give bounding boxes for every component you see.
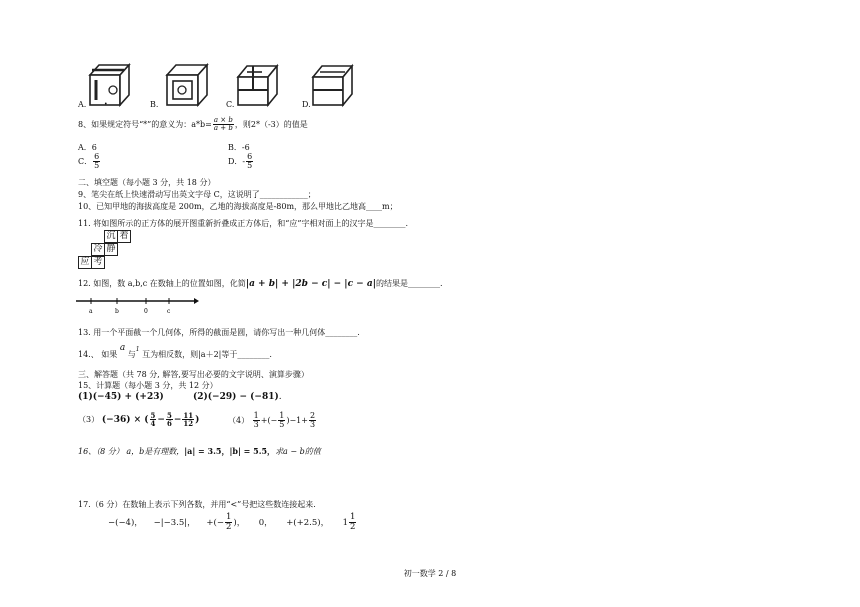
q14-a: a: [119, 343, 126, 353]
q15-part-4-mid-1: +(−: [260, 415, 278, 425]
frac-den: 2: [225, 521, 232, 532]
q8-option-c-frac: [93, 153, 100, 171]
frac-num: 2: [309, 411, 316, 420]
q7-option-c: C.: [226, 100, 235, 109]
q15-part-2: [193, 392, 282, 402]
frac-den: 3: [309, 420, 316, 430]
q8-option-d-den: 5: [247, 161, 253, 171]
frac-den: 4: [150, 419, 156, 429]
q17-number-4: 0，: [258, 517, 273, 528]
q15-part-3-frac-1: [150, 412, 157, 428]
q16: [78, 446, 321, 457]
q8-frac-num: a × b: [213, 116, 233, 124]
q8-tail: ，则2*（-3）的值是: [234, 119, 308, 129]
q9: 9、笔尖在纸上快速滑动写出英文字母 C，这说明了____________；: [78, 190, 316, 199]
q17-number-6-whole: 1: [342, 517, 349, 528]
frac-num: 5: [166, 411, 172, 420]
number-line: [70, 294, 200, 316]
q15-part-4: [228, 412, 317, 430]
q16-lead: 16、（8 分） a，b是有理数，: [78, 447, 185, 456]
frac-den: 5: [279, 420, 285, 430]
q15-part-3: [78, 412, 199, 428]
q15-part-1: (1)(−45) + (+23): [78, 392, 164, 402]
frac-den: 6: [166, 419, 172, 429]
q8-option-d: [228, 153, 254, 171]
q15-part-4-frac-3: [309, 412, 316, 430]
q8-option-c-den: 5: [94, 161, 100, 171]
cube-d: [313, 66, 352, 105]
cube-a: [90, 65, 129, 105]
q17-number-2: −|−3.5|，: [153, 517, 196, 528]
q11: 11. 将如图所示的正方体的展开图重新折叠成正方体后，和“应”字相对面上的汉字是________.: [78, 219, 408, 228]
cube-c: [238, 66, 277, 105]
q15-part-2-expr: (2)(−29) − (−81): [193, 392, 279, 402]
q15-part-3-minus-1: −: [157, 414, 165, 425]
q7-option-a: A.: [78, 100, 87, 109]
q8-option-a: A．6: [78, 143, 97, 152]
q8-fraction: [213, 117, 234, 133]
q8-option-d-num: 6: [247, 152, 253, 161]
q17-number-3-frac: [225, 513, 232, 532]
q8-question: [78, 117, 308, 133]
frac-num: 11: [183, 411, 194, 420]
q8-lead: 8、如果规定符号“*”的意义为：a*b=: [78, 119, 212, 129]
axis-label-0: 0: [144, 308, 148, 315]
cube-figures: [0, 0, 860, 120]
q13: 13. 用一个平面截一个几何体，所得的截面是圆，请你写出一种几何体________.: [78, 328, 360, 337]
q8-option-d-frac: [246, 153, 253, 171]
q15-part-3-lead: (−36) × (: [101, 414, 149, 425]
q15-part-4-label: （4）: [228, 415, 250, 425]
q8-option-d-label: D．-: [228, 156, 246, 166]
axis-label-b: b: [115, 308, 119, 315]
q14: [78, 343, 272, 360]
frac-den: 2: [350, 521, 356, 532]
q16-tail: 求a − b的值: [275, 447, 321, 456]
q12-expression: |a + b| + |2b − c| − |c − a|: [245, 279, 376, 289]
q15-part-3-frac-2: [166, 412, 173, 428]
frac-num: 1: [350, 512, 356, 522]
q15-part-3-label: （3）: [78, 414, 100, 424]
q15-title: 15、计算题（每小题 3 分，共 12 分）: [78, 381, 218, 390]
q17-number-5: +(+2.5)，: [286, 517, 330, 528]
frac-num: 1: [279, 411, 285, 420]
q17-number-3-tail: )，: [233, 517, 246, 528]
q15-part-4-frac-2: [278, 412, 285, 430]
cube-b: [167, 65, 207, 105]
q8-frac-den: a + b: [213, 124, 233, 133]
q12-tail: 的结果是________.: [375, 279, 443, 288]
net-cell: 静: [104, 243, 118, 256]
q15-part-3-minus-2: −: [173, 414, 182, 425]
q17-number-6-frac: [349, 513, 356, 532]
frac-den: 3: [253, 420, 259, 430]
q17-number-1: −(−4)，: [108, 517, 143, 528]
q14-sup: 1: [135, 346, 140, 353]
net-cell: 着: [117, 230, 131, 243]
q7-option-a-dot: •: [104, 101, 108, 108]
net-cell: 沉: [104, 230, 118, 243]
axis-label-c: c: [167, 308, 171, 315]
q15-part-3-frac-3: [182, 412, 194, 428]
page-footer: 初一数学 2 / 8: [403, 569, 457, 578]
q16-condition: |a| = 3.5，|b| = 5.5，: [184, 446, 276, 456]
q8-option-c-num: 6: [94, 152, 100, 161]
axis-label-a: a: [89, 308, 93, 315]
q8-option-b: B．-6: [228, 143, 250, 152]
q8-option-c: [78, 153, 101, 171]
q17: 17.（6 分）在数轴上表示下列各数，并用“<”号把这些数连接起来.: [78, 500, 316, 509]
q14-with: 与: [127, 350, 136, 359]
section-3-title: 三、解答题（共 78 分, 解答,要写出必要的文字说明、演算步骤）: [78, 370, 309, 379]
q12-lead: 12. 如图，数 a,b,c 在数轴上的位置如图，化简: [78, 279, 246, 288]
q17-number-3-lead: +(−: [206, 517, 224, 528]
frac-num: 1: [225, 512, 232, 522]
frac-den: 12: [183, 419, 194, 429]
net-cell: 考: [91, 256, 105, 269]
q7-option-b: B.: [150, 100, 159, 109]
q14-lead: 14.、 如果: [78, 350, 118, 359]
net-cell: 冷: [91, 243, 105, 256]
q10: 10、已知甲地的海拔高度是 200m，乙地的海拔高度是-80m，那么甲地比乙地高____m；: [78, 202, 398, 211]
frac-num: 1: [253, 411, 259, 420]
q14-tail: 互为相反数，则|a＋2|等于________.: [142, 350, 272, 359]
q12: [78, 278, 443, 289]
net-cell: 应: [78, 256, 92, 269]
frac-num: 5: [150, 411, 156, 420]
q15-part-4-mid-2: )−1+: [286, 415, 308, 425]
section-2-title: 二、填空题（每小题 3 分，共 18 分）: [78, 178, 216, 187]
q17-numbers: [108, 513, 357, 532]
q15-part-4-frac-1: [253, 412, 260, 430]
q15-part-2-dot: .: [278, 392, 282, 402]
q8-option-c-label: C．: [78, 156, 93, 166]
q15-part-3-close: ): [195, 414, 200, 425]
q7-option-d: D.: [302, 100, 311, 109]
